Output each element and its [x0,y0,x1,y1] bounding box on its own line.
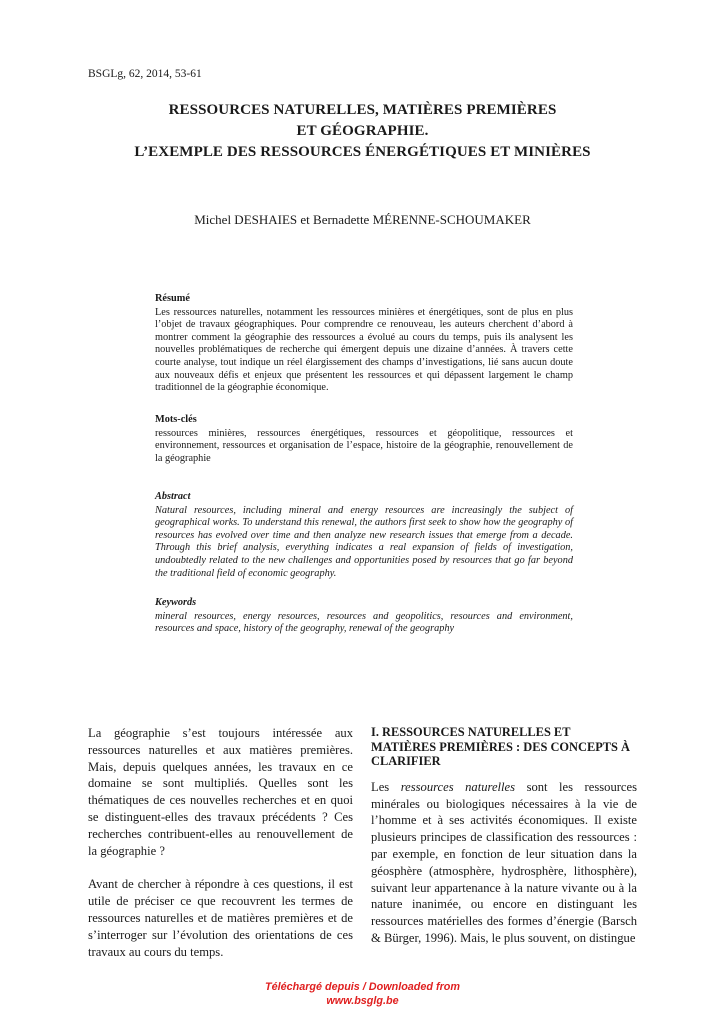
footer-line-1: Téléchargé depuis / Downloaded from [265,981,460,993]
paragraph-rest: sont les ressources minérales ou biologiques nécessaires à la vie de l’homme et à ses activités économiques. Il existe plusieurs principes de classification des ressources : par exemple, en fonction de leur situation dans la géosphère (atmosphère, hydrosphère, lithosphère), suivant leur appartenance à la nature vivante ou à la nature inanimée, ou encore en distinguant les ressources matérielles des formes d’énergie (Barsch & Bürger, 1996). Mais, le plus souvent, on distingue [371,779,638,945]
emphasized-term: ressources naturelles [400,779,516,794]
journal-reference: BSGLg, 62, 2014, 53-61 [88,68,202,80]
title-line-3: L’EXEMPLE DES RESSOURCES ÉNERGÉTIQUES ET MINIÈRES [134,144,591,160]
footer-link[interactable]: www.bsglg.be [326,994,399,1007]
resume-heading: Résumé [155,293,190,304]
mots-cles-heading: Mots-clés [155,414,197,425]
mots-cles-section [155,414,573,465]
download-footer [0,981,725,1008]
abstract-section [155,491,573,580]
paragraph-intro: Les [371,779,390,794]
body-left-column [88,725,353,977]
keywords-section [155,597,573,636]
mots-cles-text: ressources minières, ressources énergétiques, ressources et géopolitique, ressources et environnement, ressources et organisation de l’espace, histoire de la géographie, renouvellement de la géographie [155,427,573,464]
article-title [0,100,725,163]
intro-paragraph-1: La géographie s’est toujours intéressée aux ressources naturelles et aux matières premières. Mais, depuis quelques années, les travaux en ce domaine se sont multipliés. Quelles sont les thématiques de ces nouvelles recherches et en quoi se distinguent-elles des travaux précédents ? Ces recherches contribuent-elles au renouvellement de la géographie ? [88,726,353,858]
title-line-2: ET GÉOGRAPHIE. [296,123,429,139]
body-right-column [371,725,637,947]
keywords-heading: Keywords [155,597,197,608]
resume-section [155,293,573,395]
abstract-text: Natural resources, including mineral and energy resources are increasingly the subject of geographical works. To understand this renewal, the authors first seek to show how the geography of resources has evolved over time and then analyze new research issues that emerge from a decade. Through this brief analysis, everything indicates a real expansion of fields of investigation, undoubtedly related to the new challenges and opportunities posed by resources that go far beyond the traditional field of economic geography. [155,504,573,579]
resume-text: Les ressources naturelles, notamment les ressources minières et énergétiques, sont de plus en plus l’objet de travaux géographiques. Pour comprendre ce renouveau, les auteurs cherchent d’abord à montrer comment la géographie des ressources a évolué au cours du temps, puis ils analysent les nouvelles problématiques de recherche qui émergent depuis une dizaine d’années. À travers cette courte analyse, tout indique un réel élargissement des champs d’investigations, lié sans aucun doute aux nouveaux défis et enjeux que présentent les ressources et qui dépassent largement le champ traditionnel de la géographie économique. [155,306,573,394]
keywords-text: mineral resources, energy resources, resources and geopolitics, resources and environment, resources and space, history of the geography, renewal of the geography [155,610,573,635]
title-line-1: RESSOURCES NATURELLES, MATIÈRES PREMIÈRES [168,102,557,118]
section-heading: I. RESSOURCES NATURELLES ET MATIÈRES PREMIÈRES : DES CONCEPTS À CLARIFIER [371,725,630,769]
abstract-heading: Abstract [155,491,191,502]
intro-paragraph-2: Avant de chercher à répondre à ces questions, il est utile de préciser ce que recouvrent les termes de ressources naturelles et de matières premières et de s’interroger sur l’évolution des orientations de ces travaux au cours du temps. [88,877,353,959]
section-paragraph [371,779,637,947]
authors: Michel DESHAIES et Bernadette MÉRENNE-SCHOUMAKER [194,212,531,227]
